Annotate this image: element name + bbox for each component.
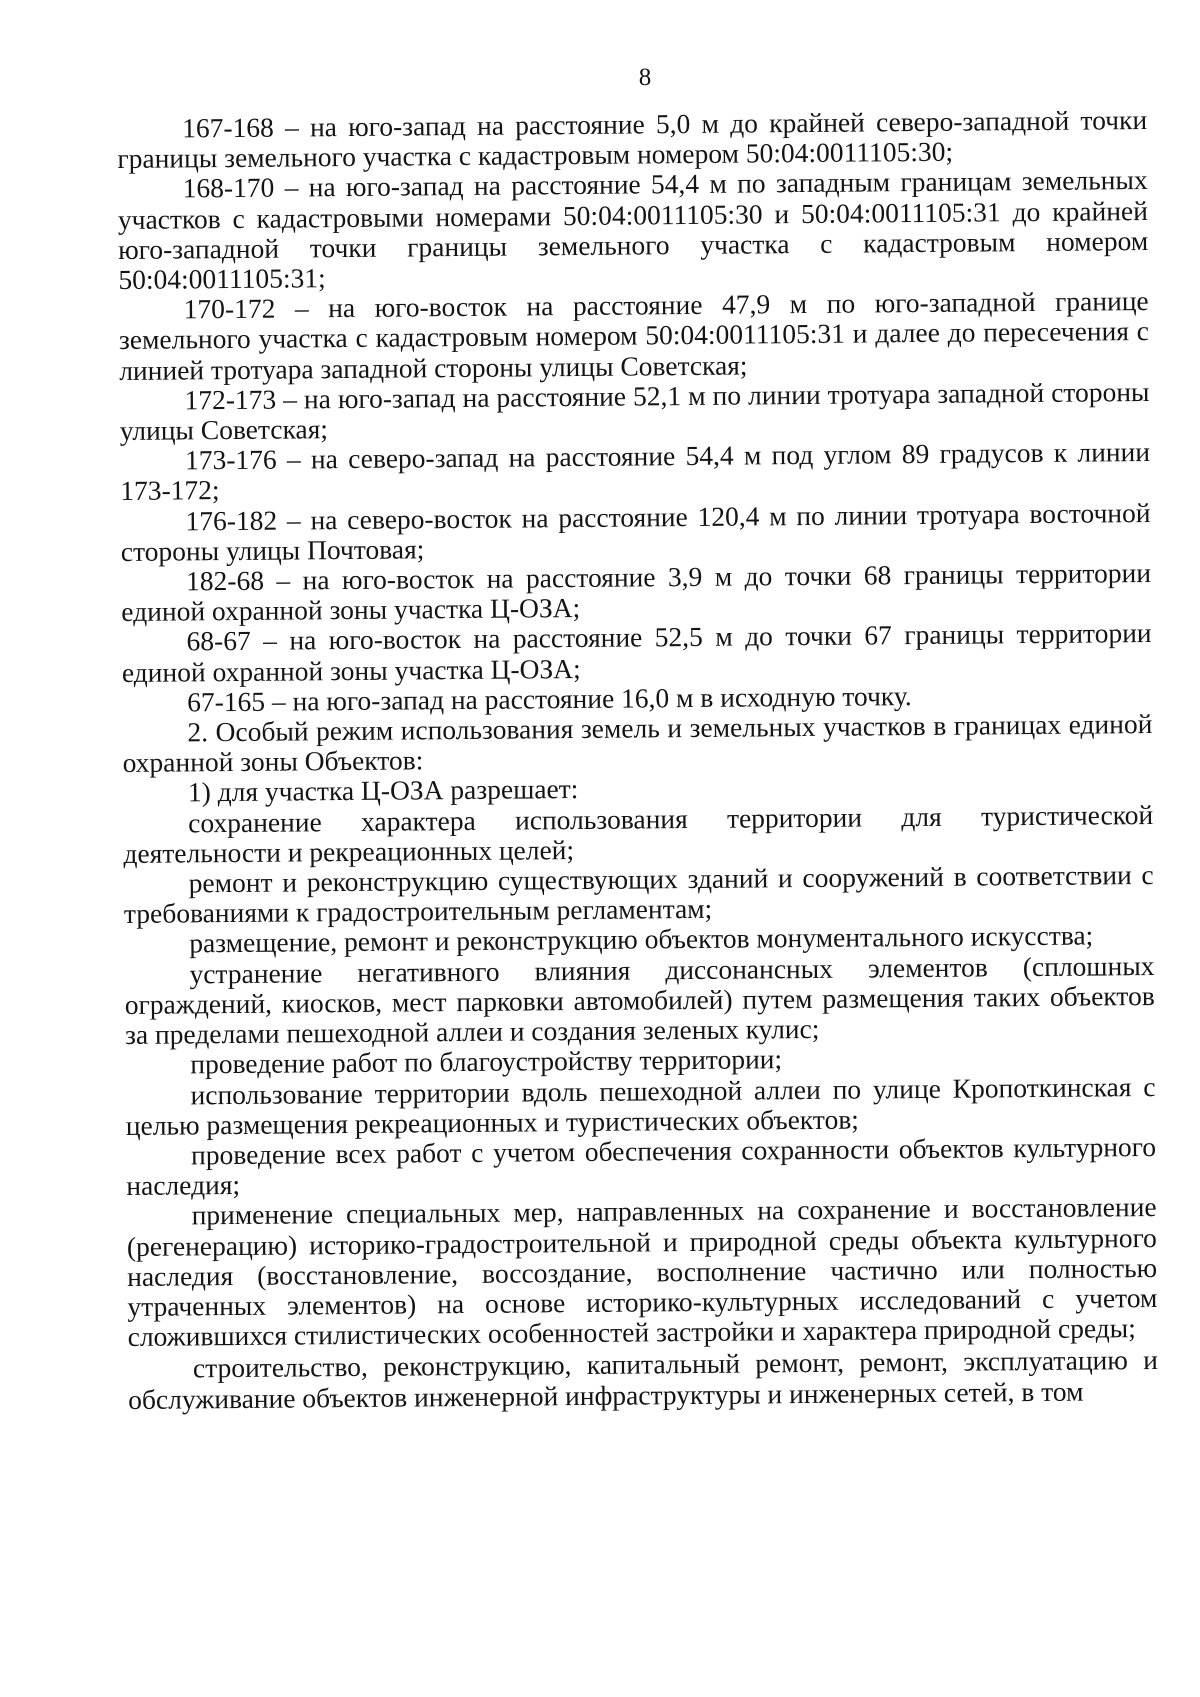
boundary-paragraph-168-170: 168-170 – на юго-запад на расстояние 54,4 м по западным границам земельных участков с кадастровыми номерами 50:04:0011105:30 и 50:04:0011105:31 до крайней юго-западной точки границы земельного участка с кадастровым номером 50:04:0011105:31; <box>117 164 1149 296</box>
permitted-use-item: устранение негативного влияния диссонансных элементов (сплошных ограждений, киосков, мест парковки автомобилей) путем размещения таких объектов за пределами пешеходной аллеи и создания зеленых кулис; <box>124 949 1155 1051</box>
document-body <box>117 105 1158 1415</box>
page-number: 8 <box>638 64 652 91</box>
boundary-paragraph-172-173: 172-173 – на юго-запад на расстояние 52,1 м по линии тротуара западной стороны улицы Советская; <box>119 375 1150 447</box>
permitted-use-item: использование территории вдоль пешеходной аллеи по улице Кропоткинская с целью размещения рекреационных и туристических объектов; <box>125 1070 1156 1141</box>
boundary-paragraph-167-168: 167-168 – на юго-запад на расстояние 5,0 м до крайней северо-западной точки границы земельного участка с кадастровым номером 50:04:0011105:30; <box>117 104 1148 175</box>
permitted-use-item: применение специальных мер, направленных на сохранение и восстановление (регенерацию) историко-градостроительной и природной среды объекта культурного наследия (восстановление, воссоздание, восполнение частично или полностью утраченных элементов) на основе историко-культурных исследований с учетом сложившихся стилистических особенностей застройки и характера природной среды; <box>126 1191 1158 1353</box>
boundary-paragraph-173-176: 173-176 – на северо-запад на расстояние 54,4 м под углом 89 градусов к линии 173-172; <box>120 436 1151 507</box>
boundary-paragraph-68-67: 68-67 – на юго-восток на расстояние 52,5 м до точки 67 границы территории единой охранной зоны участка Ц-ОЗА; <box>121 617 1152 688</box>
boundary-paragraph-176-182: 176-182 – на северо-восток на расстояние 120,4 м по линии тротуара восточной стороны улицы Почтовая; <box>120 496 1151 567</box>
permitted-use-item: ремонт и реконструкцию существующих зданий и сооружений в соответствии с требованиями к градостроительным регламентам; <box>123 859 1154 930</box>
boundary-paragraph-170-172: 170-172 – на юго-восток на расстояние 47,9 м по юго-западной границе земельного участка с кадастровым номером 50:04:0011105:31 и далее до пересечения с линией тротуара западной стороны улицы Советская; <box>118 285 1150 386</box>
permitted-use-item: проведение работ по благоустройству территории; <box>190 1043 783 1080</box>
boundary-paragraph-182-68: 182-68 – на юго-восток на расстояние 3,9 м до точки 68 границы территории единой охранной зоны участка Ц-ОЗА; <box>121 557 1152 628</box>
permitted-use-item: размещение, ремонт и реконструкцию объектов монументального искусства; <box>189 919 1094 959</box>
boundary-paragraph-67-165: 67-165 – на юго-запад на расстояние 16,0 м в исходную точку. <box>186 679 912 718</box>
subsection-1-paragraph: 1) для участка Ц-ОЗА разрешает: <box>187 773 579 808</box>
section-2-heading-paragraph: 2. Особый режим использования земель и земельных участков в границах единой охранной зоны Объектов: <box>122 708 1153 779</box>
permitted-use-item: сохранение характера использования территории для туристической деятельности и рекреационных целей; <box>123 798 1154 869</box>
permitted-use-item: проведение всех работ с учетом обеспечения сохранности объектов культурного наследия; <box>126 1130 1157 1202</box>
permitted-use-item: строительство, реконструкцию, капитальный ремонт, ремонт, эксплуатацию и обслуживание объектов инженерной инфраструктуры и инженерных сетей, в том <box>128 1344 1159 1415</box>
